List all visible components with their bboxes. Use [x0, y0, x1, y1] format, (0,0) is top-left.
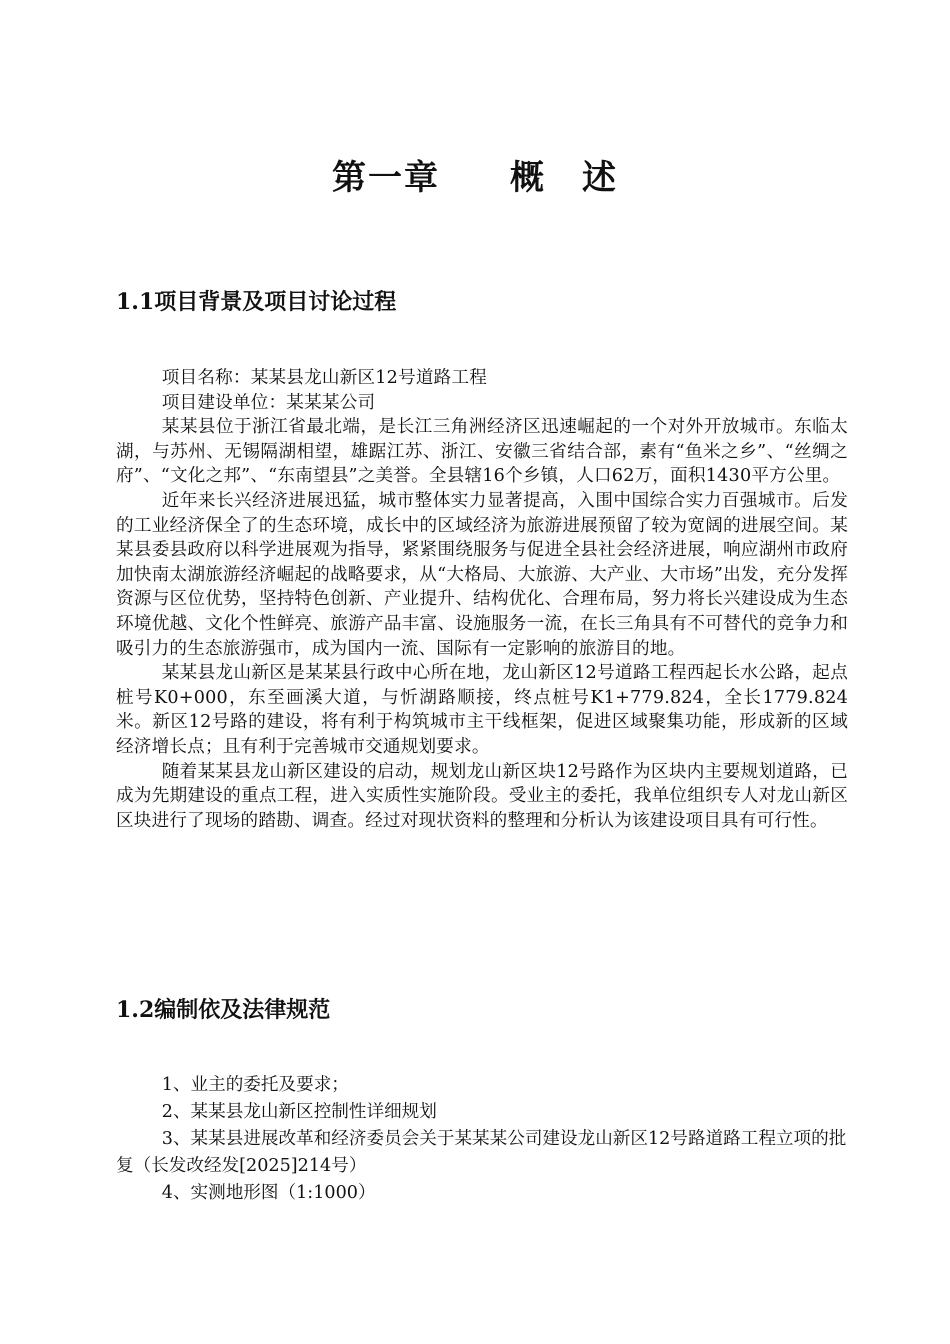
chapter-title: [0, 150, 950, 206]
list-item: 1、业主的委托及要求；: [161, 1075, 349, 1095]
paragraph-feasibility: 随着某某县龙山新区建设的启动，规划龙山新区块12号路作为区块内主要规划道路，已成为先期建设的重点工程，进入实质性实施阶段。受业主的委托，我单位组织专人对龙山新区区块进行了现场的踏勘、调查。经过对现状资料的整理和分析认为该建设项目具有可行性。: [116, 761, 848, 831]
section-heading-1-1: 1.1项目背景及项目讨论过程: [116, 289, 397, 315]
section-1-1-body: [116, 366, 848, 833]
basis-list: [116, 1072, 856, 1207]
project-name-line: 项目名称：某某县龙山新区12号道路工程: [161, 368, 488, 388]
list-item: 2、某某县龙山新区控制性详细规划: [161, 1102, 437, 1122]
list-item: 3、某某县进展改革和经济委员会关于某某某公司建设龙山新区12号路道路工程立项的批复（长发改经发[2025]214号）: [116, 1129, 847, 1176]
paragraph-county-intro: 某某县位于浙江省最北端，是长江三角洲经济区迅速崛起的一个对外开放城市。东临太湖，与苏州、无锡隔湖相望，雄踞江苏、浙江、安徽三省结合部，素有“鱼米之乡”、“丝绸之府”、“文化之邦”、“东南望县”之美誉。全县辖16个乡镇，人口62万，面积1430平方公里。: [116, 417, 848, 487]
list-item: 4、实测地形图（1:1000）: [161, 1183, 376, 1203]
section-heading-1-2: 1.2编制依及法律规范: [116, 997, 331, 1023]
chapter-name: 概 述: [510, 158, 618, 198]
project-owner-line: 项目建设单位：某某某公司: [161, 392, 376, 413]
paragraph-road-project: 某某县龙山新区是某某县行政中心所在地，龙山新区12号道路工程西起长水公路，起点桩号K0+000，东至画溪大道，与忻湖路顺接，终点桩号K1+779.824，全长1779.824米。新区12号路的建设，将有利于构筑城市主干线框架，促进区域聚集功能，形成新的区域经济增长点；且有利于完善城市交通规划要求。: [116, 663, 848, 757]
chapter-label: 第一章: [332, 158, 440, 198]
paragraph-development: 近年来长兴经济进展迅猛，城市整体实力显著提高，入围中国综合实力百强城市。后发的工业经济保全了的生态环境，成长中的区域经济为旅游进展预留了较为宽阔的进展空间。某某县委县政府以科学进展观为指导，紧紧围绕服务与促进全县社会经济进展，响应湖州市政府加快南太湖旅游经济崛起的战略要求，从“大格局、大旅游、大产业、大市场”出发，充分发挥资源与区位优势，坚持特色创新、产业提升、结构优化、合理布局，努力将长兴建设成为生态环境优越、文化个性鲜亮、旅游产品丰富、设施服务一流，在长三角具有不可替代的竞争力和吸引力的生态旅游强市，成为国内一流、国际有一定影响的旅游目的地。: [116, 490, 848, 659]
